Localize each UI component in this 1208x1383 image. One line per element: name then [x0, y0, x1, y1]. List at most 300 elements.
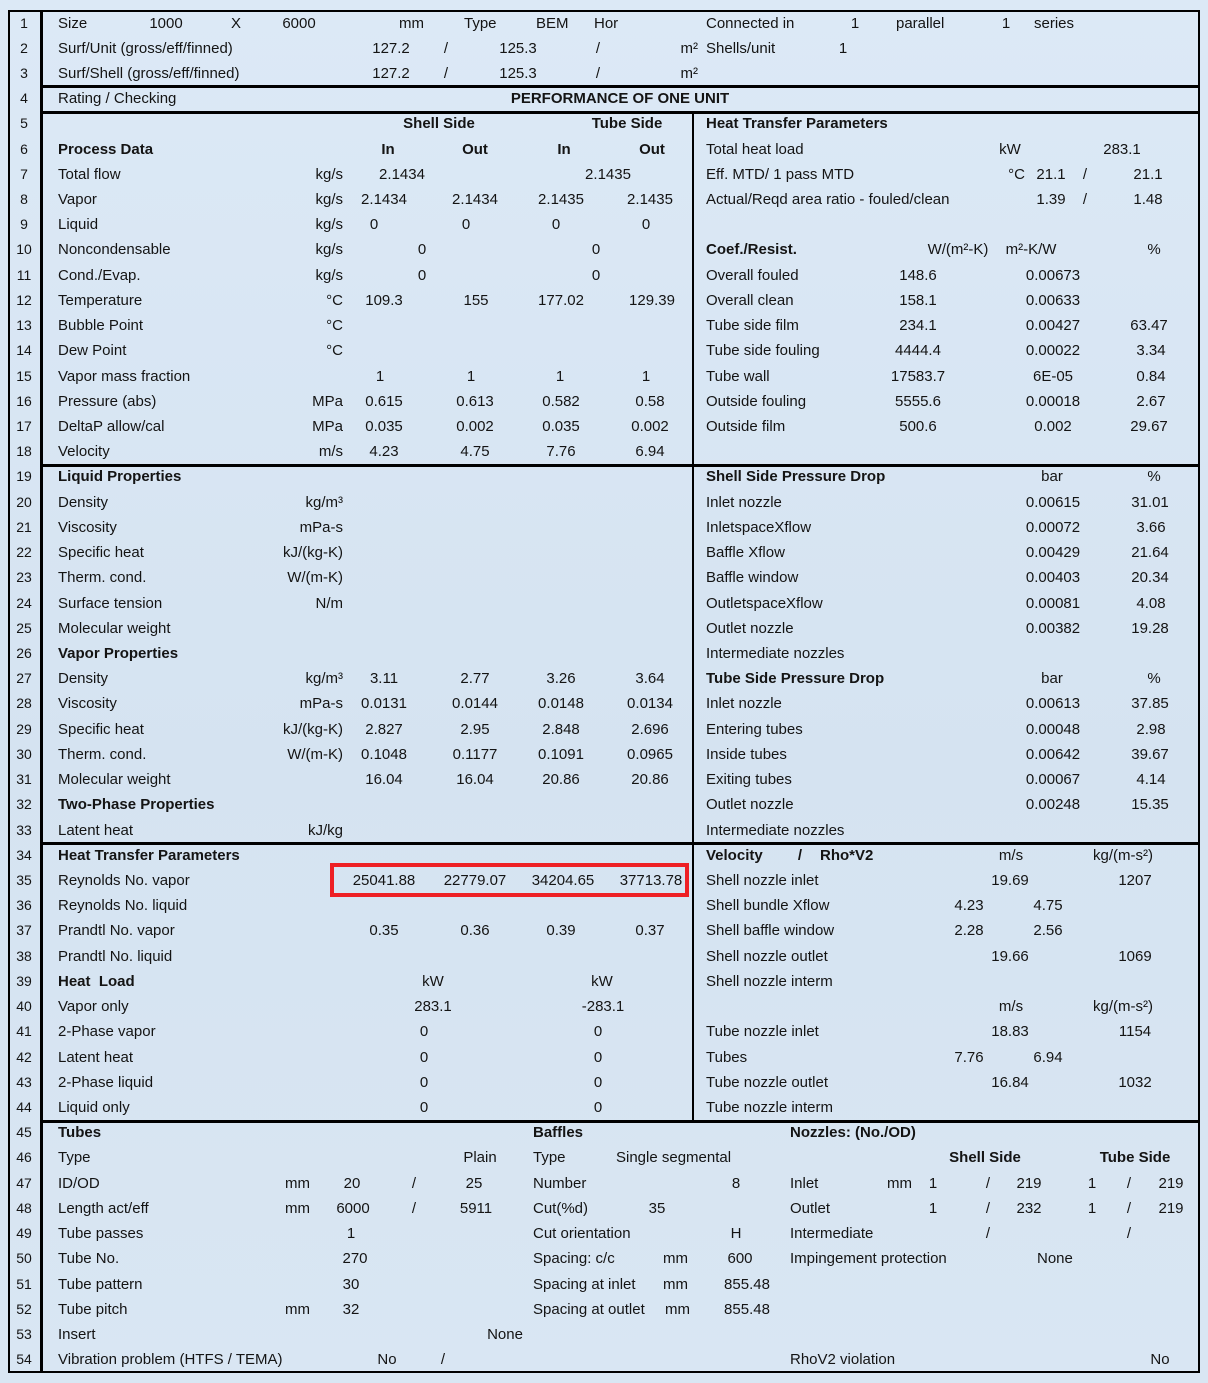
cell-19-28: 19.28 [1131, 619, 1169, 637]
cell-7-76: 7.76 [546, 443, 576, 461]
cell-surf-unit-gross-eff-finned: Surf/Unit (gross/eff/finned) [58, 39, 233, 57]
cell-1069: 1069 [1118, 947, 1152, 965]
cell-2-28: 2.28 [954, 922, 984, 940]
cell-in: In [557, 140, 571, 158]
cell-kw: kW [591, 972, 613, 990]
cell-reynolds-no-vapor: Reynolds No. vapor [58, 871, 190, 889]
cell-3-34: 3.34 [1136, 342, 1166, 360]
cell-129-39: 129.39 [629, 291, 675, 309]
performance-title: PERFORMANCE OF ONE UNIT [510, 90, 730, 107]
cell-m-s: m/s [318, 443, 343, 461]
row-number: 22 [16, 544, 32, 561]
cell-2-98: 2.98 [1136, 720, 1166, 738]
cell-1207: 1207 [1118, 871, 1152, 889]
row-number: 8 [20, 191, 28, 208]
cell-kg-s: kg/s [315, 165, 343, 183]
cell-2-1434: 2.1434 [452, 191, 498, 209]
cell-bar: bar [1041, 468, 1063, 486]
cell-type: Type [58, 1149, 91, 1167]
table-row [0, 187, 1208, 212]
row-number: 11 [16, 266, 32, 283]
cell-283-1: -283.1 [581, 998, 625, 1016]
cell-219: 219 [1016, 1174, 1042, 1192]
cell-31-01: 31.01 [1131, 493, 1169, 511]
cell-0: 0 [591, 241, 601, 259]
cell-inletspacexflow: InletspaceXflow [706, 518, 812, 536]
cell-1: 1 [346, 1225, 356, 1243]
cell-0-00403: 0.00403 [1025, 569, 1081, 587]
cell-hor: Hor [594, 14, 619, 32]
cell-specific-heat: Specific heat [58, 720, 144, 738]
cell-0-00081: 0.00081 [1025, 594, 1081, 612]
cell-0-00642: 0.00642 [1025, 745, 1081, 763]
row-number: 6 [20, 140, 28, 157]
cell-855-48: 855.48 [724, 1300, 770, 1318]
cell-vapor-properties: Vapor Properties [58, 645, 179, 662]
cell-20-86: 20.86 [631, 771, 669, 789]
cell-: % [1147, 468, 1161, 486]
row-number: 49 [16, 1225, 32, 1242]
cell-0-36: 0.36 [460, 922, 490, 940]
cell-1: 1 [928, 1174, 938, 1192]
cell-34204-65: 34204.65 [531, 871, 595, 889]
row-number: 53 [16, 1325, 32, 1342]
cell-shell-nozzle-interm: Shell nozzle interm [706, 972, 833, 990]
cell-: / [411, 1199, 417, 1217]
cell-shells-unit: Shells/unit [706, 39, 776, 57]
cell-mm: mm [663, 1250, 688, 1268]
cell-0: 0 [593, 1048, 603, 1066]
row-number: 13 [16, 317, 32, 334]
cell-liquid-only: Liquid only [58, 1098, 130, 1116]
cell-: / [1126, 1174, 1132, 1192]
table-row [0, 1120, 1208, 1145]
cell-cut-d: Cut(%d) [533, 1199, 589, 1217]
cell-1: 1 [466, 367, 476, 385]
row-number: 52 [16, 1300, 32, 1317]
cell-series: series [1034, 14, 1075, 32]
cell-m: m² [680, 64, 698, 82]
table-row [0, 212, 1208, 237]
table-row [0, 1171, 1208, 1196]
cell-baffle-window: Baffle window [706, 569, 799, 587]
cell-mm: mm [285, 1199, 310, 1217]
cell-rho-v2: Rho*V2 [820, 846, 874, 864]
cell-29-67: 29.67 [1130, 418, 1168, 436]
table-row [0, 464, 1208, 489]
table-row [0, 1221, 1208, 1246]
cell-tube-no: Tube No. [58, 1250, 120, 1268]
cell-0: 0 [419, 1098, 429, 1116]
row-number: 36 [16, 897, 32, 914]
cell-shell-baffle-window: Shell baffle window [706, 922, 835, 940]
cell-1-48: 1.48 [1133, 191, 1163, 209]
cell-entering-tubes: Entering tubes [706, 720, 803, 738]
cell-tube-side: Tube Side [591, 115, 663, 133]
table-row [0, 616, 1208, 641]
cell-total-heat-load: Total heat load [706, 140, 804, 158]
table-row [0, 666, 1208, 691]
cell-molecular-weight: Molecular weight [58, 771, 171, 789]
cell-viscosity: Viscosity [58, 695, 117, 713]
cell-c: °C [326, 291, 343, 309]
row-number: 31 [16, 771, 32, 788]
cell-283-1: 283.1 [414, 998, 452, 1016]
cell-coef-resist: Coef./Resist. [706, 241, 797, 259]
row-number: 28 [16, 695, 32, 712]
cell-: / [985, 1174, 991, 1192]
cell-cut-orientation: Cut orientation [533, 1225, 631, 1243]
table-row [0, 364, 1208, 389]
table-row [0, 86, 1208, 111]
cell-30: 30 [342, 1275, 360, 1293]
cell-bar: bar [1041, 670, 1063, 688]
cell-: / [985, 1225, 991, 1243]
cell-0-00022: 0.00022 [1025, 342, 1081, 360]
cell-4-08: 4.08 [1136, 594, 1166, 612]
cell-5911: 5911 [459, 1199, 493, 1217]
cell-0-00382: 0.00382 [1025, 619, 1081, 637]
row-number: 39 [16, 972, 32, 989]
row-number: 27 [16, 670, 32, 687]
cell-type: Type [533, 1149, 566, 1167]
cell-tube-passes: Tube passes [58, 1225, 144, 1243]
cell-: / [411, 1174, 417, 1192]
cell-n-m: N/m [315, 594, 343, 612]
table-row [0, 515, 1208, 540]
cell-0: 0 [591, 266, 601, 284]
cell-1032: 1032 [1118, 1073, 1152, 1091]
cell-232: 232 [1016, 1199, 1042, 1217]
cell-1: 1 [1087, 1199, 1097, 1217]
row-number: 15 [16, 367, 32, 384]
table-row [0, 1322, 1208, 1347]
row-number: 50 [16, 1250, 32, 1267]
cell-2-95: 2.95 [460, 720, 490, 738]
cell-reynolds-no-liquid: Reynolds No. liquid [58, 897, 188, 915]
cell-parallel: parallel [896, 14, 945, 32]
cell-5555-6: 5555.6 [895, 392, 941, 410]
table-row [0, 137, 1208, 162]
row-number: 14 [16, 342, 32, 359]
cell-vapor: Vapor [58, 191, 97, 209]
cell-15-35: 15.35 [1131, 796, 1169, 814]
cell-density: Density [58, 493, 109, 511]
cell-kw: kW [999, 140, 1021, 158]
cell-1154: 1154 [1118, 1023, 1152, 1041]
cell-insert: Insert [58, 1325, 96, 1343]
row-number: 46 [16, 1149, 32, 1166]
cell-39-67: 39.67 [1131, 745, 1169, 763]
table-row [0, 1347, 1208, 1372]
cell-out: Out [462, 140, 488, 158]
table-row [0, 11, 1208, 36]
cell-no: No [377, 1351, 397, 1369]
cell-4-23: 4.23 [369, 443, 399, 461]
cell-inlet: Inlet [790, 1174, 819, 1192]
table-row [0, 818, 1208, 843]
cell-0: 0 [461, 216, 471, 234]
table-row [0, 1070, 1208, 1095]
cell-c: °C [1008, 165, 1025, 183]
cell-2-1434: 2.1434 [379, 165, 425, 183]
cell-1: 1 [928, 1199, 938, 1217]
cell-21-64: 21.64 [1131, 544, 1169, 562]
row-number: 16 [16, 392, 32, 409]
cell-liquid-properties: Liquid Properties [58, 468, 182, 486]
cell-1: 1 [850, 14, 860, 32]
highlight-box [330, 863, 689, 897]
table-row [0, 918, 1208, 943]
cell-0-00248: 0.00248 [1025, 796, 1081, 814]
cell-intermediate: Intermediate [790, 1225, 874, 1243]
cell-0: 0 [417, 266, 427, 284]
cell-c: °C [326, 317, 343, 335]
cell-0-002: 0.002 [456, 418, 494, 436]
cell-density: Density [58, 670, 109, 688]
cell-155: 155 [463, 291, 489, 309]
cell-kg-m-s: kg/(m-s²) [1093, 998, 1153, 1016]
cell-: / [1082, 165, 1088, 183]
cell-baffles: Baffles [533, 1124, 584, 1142]
cell-1: 1 [555, 367, 565, 385]
cell-molecular-weight: Molecular weight [58, 619, 171, 637]
cell-mpa-s: mPa-s [299, 695, 343, 713]
cell-: / [985, 1199, 991, 1217]
cell-size: Size [58, 14, 88, 32]
cell-63-47: 63.47 [1130, 317, 1168, 335]
row-number: 33 [16, 821, 32, 838]
cell-0: 0 [419, 1023, 429, 1041]
cell-2-1434: 2.1434 [361, 191, 407, 209]
cell-6000: 6000 [336, 1199, 370, 1217]
cell-heat-transfer-parameters: Heat Transfer Parameters [706, 115, 888, 133]
row-number: 45 [16, 1124, 32, 1141]
cell-deltap-allow-cal: DeltaP allow/cal [58, 418, 165, 436]
cell-length-act-eff: Length act/eff [58, 1199, 149, 1217]
table-row [0, 767, 1208, 792]
cell-w-m-k: W/(m²-K) [927, 241, 989, 259]
cell-0-0134: 0.0134 [627, 695, 673, 713]
cell-0: 0 [593, 1098, 603, 1116]
cell-0-0131: 0.0131 [361, 695, 407, 713]
cell-eff-mtd-1-pass-mtd: Eff. MTD/ 1 pass MTD [706, 165, 855, 183]
table-row [0, 944, 1208, 969]
cell-outside-film: Outside film [706, 418, 786, 436]
row-number: 34 [16, 846, 32, 863]
cell-outside-fouling: Outside fouling [706, 392, 807, 410]
cell-177-02: 177.02 [538, 291, 584, 309]
cell-dew-point: Dew Point [58, 342, 127, 360]
table-row [0, 591, 1208, 616]
cell-inside-tubes: Inside tubes [706, 745, 787, 763]
table-row [0, 717, 1208, 742]
cell-shell-side: Shell Side [949, 1149, 1021, 1167]
cell-2-696: 2.696 [631, 720, 669, 738]
cell-16-84: 16.84 [991, 1073, 1029, 1091]
row-number: 25 [16, 619, 32, 636]
cell-mpa: MPa [312, 418, 343, 436]
table-row [0, 111, 1208, 136]
cell-0-39: 0.39 [546, 922, 576, 940]
cell-spacing-c-c: Spacing: c/c [533, 1250, 615, 1268]
cell-intermediate-nozzles: Intermediate nozzles [706, 821, 845, 839]
cell-: / [595, 64, 601, 82]
cell-0-613: 0.613 [456, 392, 494, 410]
cell-kg-s: kg/s [315, 266, 343, 284]
cell-500-6: 500.6 [899, 418, 937, 436]
cell-0-035: 0.035 [365, 418, 403, 436]
cell-0: 0 [551, 216, 561, 234]
table-row [0, 540, 1208, 565]
cell-vapor-only: Vapor only [58, 998, 129, 1016]
cell-tube-nozzle-inlet: Tube nozzle inlet [706, 1023, 819, 1041]
cell-noncondensable: Noncondensable [58, 241, 171, 259]
table-row [0, 490, 1208, 515]
cell-2-67: 2.67 [1136, 392, 1166, 410]
cell-mpa: MPa [312, 392, 343, 410]
table-row [0, 263, 1208, 288]
cell-: / [443, 39, 449, 57]
table-row [0, 237, 1208, 262]
cell-3-26: 3.26 [546, 670, 576, 688]
cell-tube-side-film: Tube side film [706, 317, 799, 335]
cell-out: Out [639, 140, 665, 158]
cell-mm: mm [887, 1174, 912, 1192]
cell-16-04: 16.04 [365, 771, 403, 789]
cell-c: °C [326, 342, 343, 360]
cell-283-1: 283.1 [1103, 140, 1141, 158]
row-number: 17 [16, 418, 32, 435]
table-row [0, 994, 1208, 1019]
cell-rating-checking: Rating / Checking [58, 90, 177, 108]
cell-19-66: 19.66 [991, 947, 1029, 965]
cell-tube-side: Tube Side [1099, 1149, 1171, 1167]
row-number: 19 [16, 468, 32, 485]
cell-latent-heat: Latent heat [58, 821, 134, 839]
table-row [0, 389, 1208, 414]
cell-shell-side-pressure-drop: Shell Side Pressure Drop [706, 468, 886, 486]
cell-2-56: 2.56 [1033, 922, 1063, 940]
table-row [0, 691, 1208, 716]
cell-21-1: 21.1 [1036, 165, 1066, 183]
cell-20-34: 20.34 [1131, 569, 1169, 587]
cell-velocity: Velocity [58, 443, 110, 461]
cell-surf-shell-gross-eff-finned: Surf/Shell (gross/eff/finned) [58, 64, 240, 82]
table-row [0, 969, 1208, 994]
cell-125-3: 125.3 [499, 64, 537, 82]
cell-0-35: 0.35 [369, 922, 399, 940]
cell-exiting-tubes: Exiting tubes [706, 771, 792, 789]
cell-tubes: Tubes [706, 1048, 748, 1066]
cell-bem: BEM [536, 14, 569, 32]
cell-270: 270 [342, 1250, 368, 1268]
cell-kg-m-s: kg/(m-s²) [1093, 846, 1153, 864]
cell-: / [1126, 1225, 1132, 1243]
table-row [0, 1297, 1208, 1322]
row-number: 47 [16, 1174, 32, 1191]
cell-overall-clean: Overall clean [706, 291, 794, 309]
cell-impingement-protection: Impingement protection [790, 1250, 947, 1268]
cell-shell-nozzle-outlet: Shell nozzle outlet [706, 947, 828, 965]
cell-outlet: Outlet [790, 1199, 831, 1217]
row-number: 12 [16, 291, 32, 308]
cell-0-0148: 0.0148 [538, 695, 584, 713]
cell-: % [1147, 670, 1161, 688]
cell-0-00429: 0.00429 [1025, 544, 1081, 562]
cell-outlet-nozzle: Outlet nozzle [706, 796, 794, 814]
cell-0-0965: 0.0965 [627, 745, 673, 763]
row-number: 54 [16, 1351, 32, 1368]
cell-temperature: Temperature [58, 291, 143, 309]
cell-single-segmental: Single segmental [616, 1149, 732, 1167]
cell-4-14: 4.14 [1136, 771, 1166, 789]
cell-37713-78: 37713.78 [619, 871, 683, 889]
row-number: 24 [16, 594, 32, 611]
cell-spacing-at-inlet: Spacing at inlet [533, 1275, 636, 1293]
cell-2-1435: 2.1435 [585, 165, 631, 183]
cell-rhov2-violation: RhoV2 violation [790, 1351, 896, 1369]
cell-prandtl-no-liquid: Prandtl No. liquid [58, 947, 173, 965]
cell-1: 1 [1087, 1174, 1097, 1192]
cell-: / [440, 1351, 446, 1369]
row-number: 29 [16, 720, 32, 737]
cell-kg-s: kg/s [315, 241, 343, 259]
cell-baffle-xflow: Baffle Xflow [706, 544, 785, 562]
cell-0: 0 [419, 1048, 429, 1066]
cell-surface-tension: Surface tension [58, 594, 163, 612]
cell-25: 25 [465, 1174, 483, 1192]
table-row [0, 1019, 1208, 1044]
cell-tube-side-fouling: Tube side fouling [706, 342, 820, 360]
cell-: / [797, 846, 803, 864]
cell-0-00673: 0.00673 [1025, 266, 1081, 284]
cell-219: 219 [1158, 1199, 1184, 1217]
cell-vibration-problem-htfs-tema: Vibration problem (HTFS / TEMA) [58, 1351, 283, 1369]
cell-2-77: 2.77 [460, 670, 490, 688]
cell-shell-nozzle-inlet: Shell nozzle inlet [706, 871, 819, 889]
cell-tube-nozzle-outlet: Tube nozzle outlet [706, 1073, 829, 1091]
row-number: 40 [16, 998, 32, 1015]
row-number: 7 [20, 165, 28, 182]
cell-6000: 6000 [282, 14, 316, 32]
row-number: 30 [16, 745, 32, 762]
table-row [0, 1145, 1208, 1170]
cell-inlet-nozzle: Inlet nozzle [706, 493, 782, 511]
cell-h: H [730, 1225, 742, 1243]
table-row [0, 313, 1208, 338]
cell-kj-kg: kJ/kg [307, 821, 343, 839]
cell-outlet-nozzle: Outlet nozzle [706, 619, 794, 637]
cell-0-00048: 0.00048 [1025, 720, 1081, 738]
cell-32: 32 [342, 1300, 360, 1318]
cell-: / [1126, 1199, 1132, 1217]
cell-spacing-at-outlet: Spacing at outlet [533, 1300, 645, 1318]
cell-inlet-nozzle: Inlet nozzle [706, 695, 782, 713]
cell-no: No [1150, 1351, 1170, 1369]
table-row [0, 338, 1208, 363]
row-number: 26 [16, 645, 32, 661]
row-number: 20 [16, 493, 32, 510]
cell-kg-s: kg/s [315, 191, 343, 209]
cell-process-data: Process Data [58, 140, 154, 158]
cell-6e-05: 6E-05 [1032, 367, 1074, 385]
cell-number: Number [533, 1174, 587, 1192]
cell-kg-m: kg/m³ [305, 670, 343, 688]
cell-2-1435: 2.1435 [538, 191, 584, 209]
cell-2-1435: 2.1435 [627, 191, 673, 209]
cell-mm: mm [285, 1174, 310, 1192]
